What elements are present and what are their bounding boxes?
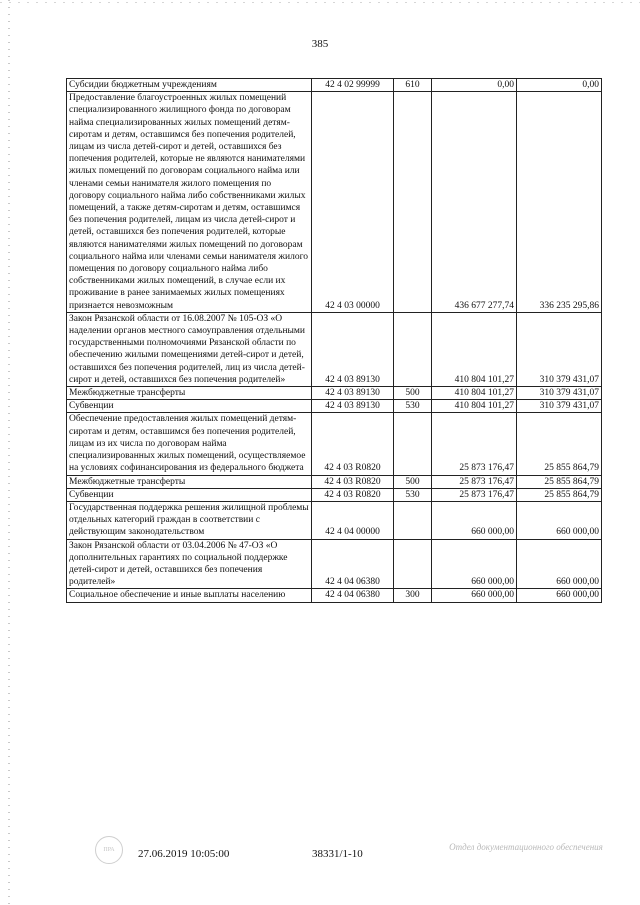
row-amount-2020: 0,00: [432, 79, 517, 92]
row-code: 42 4 04 06380: [312, 589, 394, 602]
footer-datetime: 27.06.2019 10:05:00: [138, 848, 230, 860]
row-code: 42 4 03 R0820: [312, 413, 394, 475]
row-name: Межбюджетные трансферты: [67, 475, 312, 488]
table-row: [67, 400, 602, 413]
scan-top-edge: [0, 2, 640, 3]
row-amount-2020: 25 873 176,47: [432, 475, 517, 488]
row-name: Закон Рязанской области от 16.08.2007 № 105-ОЗ «О наделении органов местного самоуправления отдельными государственными полномочиями Рязанской области по обеспечению жилыми помещениями детей-сирот и детей, оставшихся без попечения родителей, лиц из числа детей-сирот и детей, оставшихся без попечения родителей»: [67, 312, 312, 386]
row-name: Социальное обеспечение и иные выплаты населению: [67, 589, 312, 602]
row-amount-2020: 25 873 176,47: [432, 413, 517, 475]
row-name: Субвенции: [67, 488, 312, 501]
row-expense-type: [394, 539, 432, 589]
row-amount-2021: 336 235 295,86: [517, 92, 602, 313]
row-expense-type: 300: [394, 589, 432, 602]
table-row: [67, 488, 602, 501]
row-code: 42 4 03 89130: [312, 400, 394, 413]
row-name: Субсидии бюджетным учреждениям: [67, 79, 312, 92]
row-amount-2021: 660 000,00: [517, 501, 602, 539]
table-row: [67, 387, 602, 400]
table-row: [67, 539, 602, 589]
row-expense-type: 610: [394, 79, 432, 92]
table-row: [67, 413, 602, 475]
table-row: [67, 501, 602, 539]
row-expense-type: 530: [394, 488, 432, 501]
row-amount-2020: 410 804 101,27: [432, 400, 517, 413]
watermark-logo: ПРА: [95, 836, 123, 864]
row-code: 42 4 03 R0820: [312, 475, 394, 488]
row-name: Межбюджетные трансферты: [67, 387, 312, 400]
row-expense-type: [394, 92, 432, 313]
row-name: Субвенции: [67, 400, 312, 413]
row-code: 42 4 03 89130: [312, 387, 394, 400]
row-amount-2020: 660 000,00: [432, 589, 517, 602]
row-expense-type: 500: [394, 475, 432, 488]
row-code: 42 4 02 99999: [312, 79, 394, 92]
row-expense-type: [394, 501, 432, 539]
scan-margin-dots: [8, 0, 10, 905]
row-expense-type: 530: [394, 400, 432, 413]
row-amount-2020: 25 873 176,47: [432, 488, 517, 501]
table-row: [67, 312, 602, 386]
row-amount-2020: 410 804 101,27: [432, 312, 517, 386]
row-name: Закон Рязанской области от 03.04.2006 № 47-ОЗ «О дополнительных гарантиях по социальной поддержке детей-сирот и детей, оставшихся без попечения родителей»: [67, 539, 312, 589]
row-expense-type: [394, 413, 432, 475]
footer-document-id: 38331/1-10: [312, 848, 363, 860]
row-amount-2021: 0,00: [517, 79, 602, 92]
row-amount-2021: 310 379 431,07: [517, 312, 602, 386]
row-expense-type: 500: [394, 387, 432, 400]
row-amount-2021: 660 000,00: [517, 589, 602, 602]
row-amount-2021: 660 000,00: [517, 539, 602, 589]
table-row: [67, 79, 602, 92]
row-amount-2021: 310 379 431,07: [517, 387, 602, 400]
row-expense-type: [394, 312, 432, 386]
row-amount-2021: 310 379 431,07: [517, 400, 602, 413]
row-code: 42 4 04 00000: [312, 501, 394, 539]
row-amount-2021: 25 855 864,79: [517, 413, 602, 475]
row-amount-2020: 660 000,00: [432, 501, 517, 539]
row-code: 42 4 04 06380: [312, 539, 394, 589]
row-amount-2021: 25 855 864,79: [517, 475, 602, 488]
row-amount-2020: 410 804 101,27: [432, 387, 517, 400]
department-stamp: Отдел документационного обеспечения: [449, 842, 603, 852]
table-row: [67, 475, 602, 488]
row-code: 42 4 03 89130: [312, 312, 394, 386]
row-code: 42 4 03 00000: [312, 92, 394, 313]
row-name: Предоставление благоустроенных жилых помещений специализированного жилищного фонда по договорам найма специализированных жилых помещений детям-сиротам и детям, оставшимся без попечения родителей, лицам из числа детей-сирот и детей, оставшихся без попечения родителей, которые не являются нанимателями жилых помещений по договорам социального найма или членами семьи нанимателя жилого помещения по договору социального найма либо собственниками жилых помещений, а также детям-сиротам и детям, оставшимся без попечения родителей, лицам из числа детей-сирот и детей, оставшихся без попечения родителей, которые являются нанимателями жилых помещений по договорам социального найма или членами семьи нанимателя жилого помещения по договору социального найма либо собственниками жилых помещений, в случае если их проживание в ранее занимаемых жилых помещениях признается невозможным: [67, 92, 312, 313]
row-code: 42 4 03 R0820: [312, 488, 394, 501]
table-row: [67, 589, 602, 602]
row-name: Государственная поддержка решения жилищной проблемы отдельных категорий граждан в соответствии с действующим законодательством: [67, 501, 312, 539]
row-name: Обеспечение предоставления жилых помещений детям-сиротам и детям, оставшимся без попечения родителей, лицам из их числа по договорам найма специализированных жилых помещений, осуществляемое на условиях софинансирования из федерального бюджета: [67, 413, 312, 475]
row-amount-2021: 25 855 864,79: [517, 488, 602, 501]
row-amount-2020: 436 677 277,74: [432, 92, 517, 313]
table-row: [67, 92, 602, 313]
budget-table: [66, 78, 602, 603]
row-amount-2020: 660 000,00: [432, 539, 517, 589]
page-number: 385: [311, 38, 329, 50]
